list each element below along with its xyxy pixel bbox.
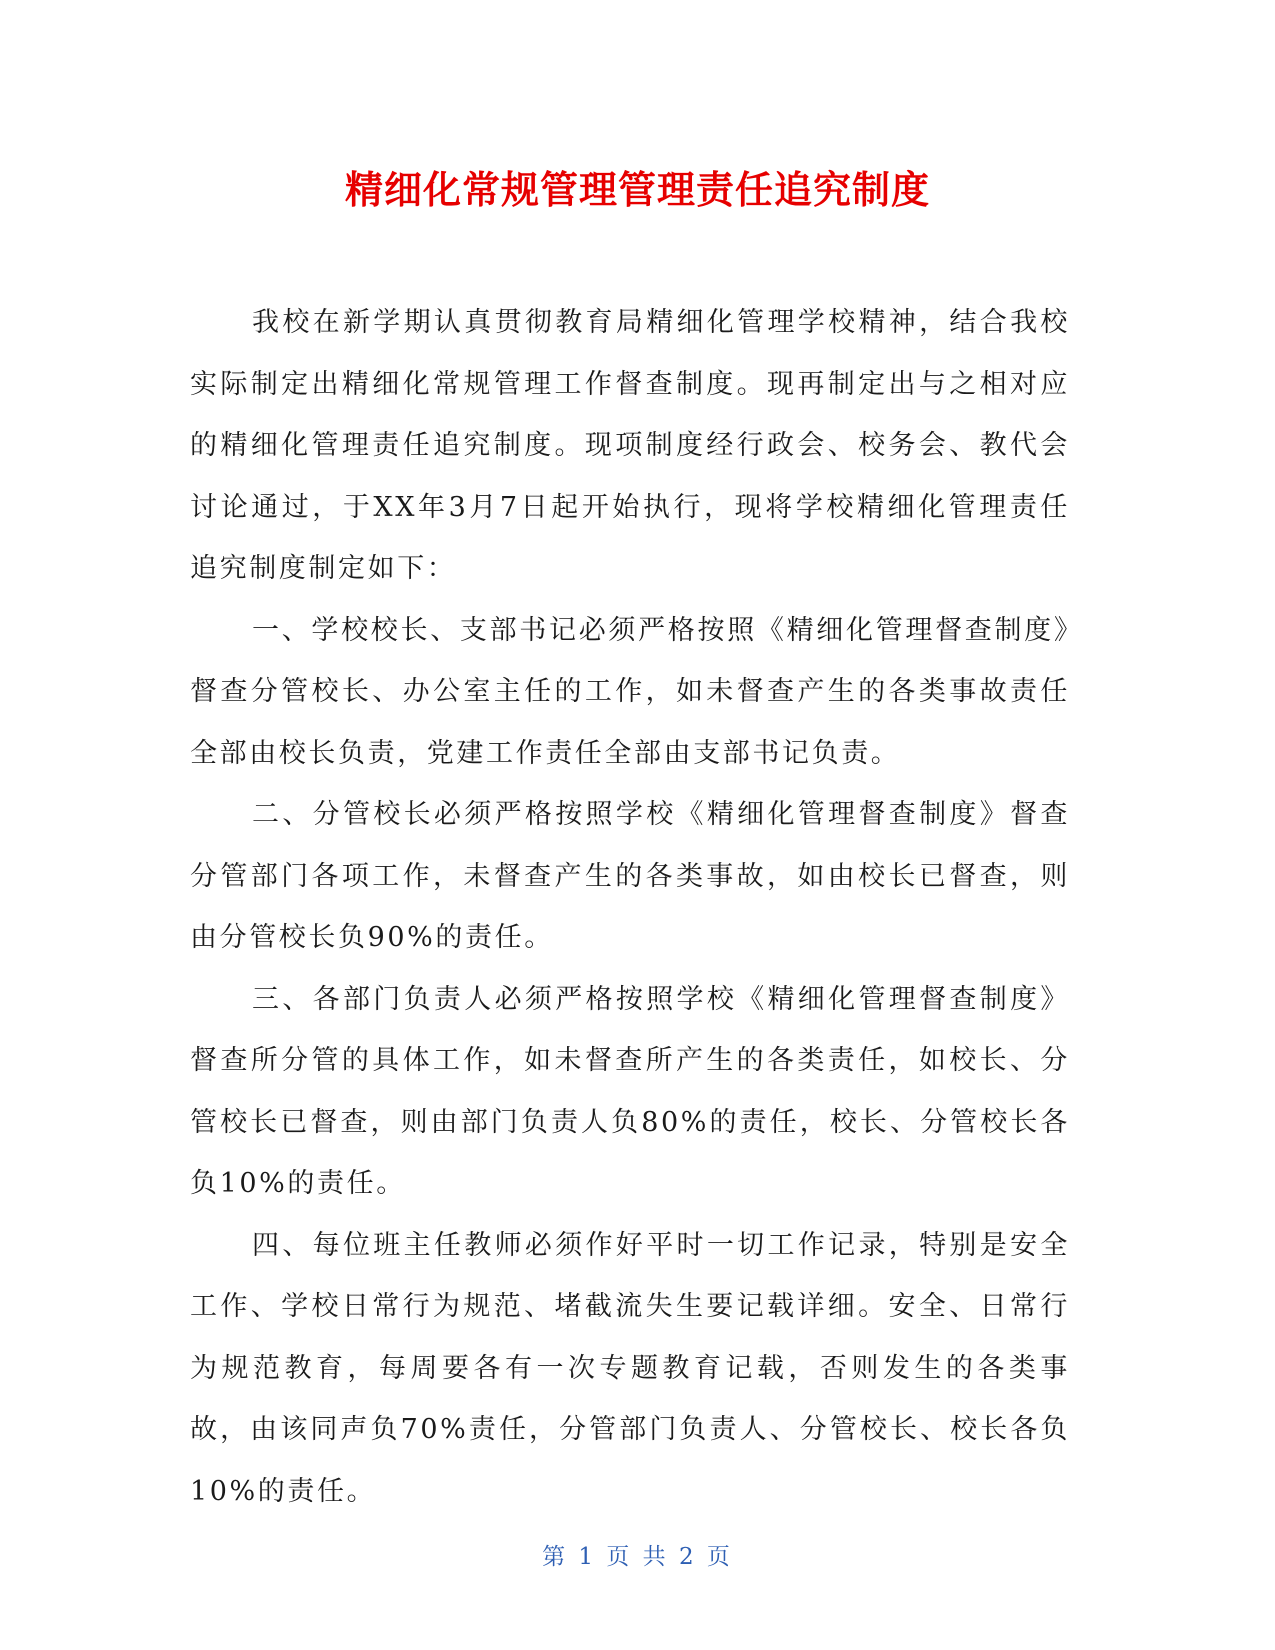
intro-paragraph: 我校在新学期认真贯彻教育局精细化管理学校精神，结合我校实际制定出精细化常规管理工作督查制度。现再制定出与之相对应的精细化管理责任追究制度。现项制度经行政会、校务会、教代会讨论通过，于XX年3月7日起开始执行，现将学校精细化管理责任追究制度制定如下： — [190, 307, 1070, 584]
page-label-suffix: 页 — [706, 1544, 733, 1570]
document-title: 精细化常规管理管理责任追究制度 — [344, 168, 930, 212]
page-label-prefix: 第 — [542, 1544, 569, 1570]
clause-paragraph-3: 三、各部门负责人必须严格按照学校《精细化管理督查制度》督查所分管的具体工作，如未督查所产生的各类责任，如校长、分管校长已督查，则由部门负责人负80%的责任，校长、分管校长各负10%的责任。 — [190, 983, 1070, 1199]
document-body — [190, 292, 1070, 1522]
clause-paragraph-1: 一、学校校长、支部书记必须严格按照《精细化管理督查制度》督查分管校长、办公室主任的工作，如未督查产生的各类事故责任全部由校长负责，党建工作责任全部由支部书记负责。 — [190, 614, 1070, 769]
clause-paragraph-4: 四、每位班主任教师必须作好平时一切工作记录，特别是安全工作、学校日常行为规范、堵截流失生要记载详细。安全、日常行为规范教育，每周要各有一次专题教育记载，否则发生的各类事故，由该同声负70%责任，分管部门负责人、分管校长、校长各负10%的责任。 — [190, 1229, 1070, 1507]
page-label-mid: 页 共 — [606, 1544, 669, 1570]
current-page-number: 1 — [578, 1544, 597, 1570]
page-number-footer — [0, 1538, 1275, 1571]
clause-paragraph-2: 二、分管校长必须严格按照学校《精细化管理督查制度》督查分管部门各项工作，未督查产生的各类事故，如由校长已督查，则由分管校长负90%的责任。 — [190, 799, 1070, 953]
total-pages-number: 2 — [678, 1544, 697, 1570]
